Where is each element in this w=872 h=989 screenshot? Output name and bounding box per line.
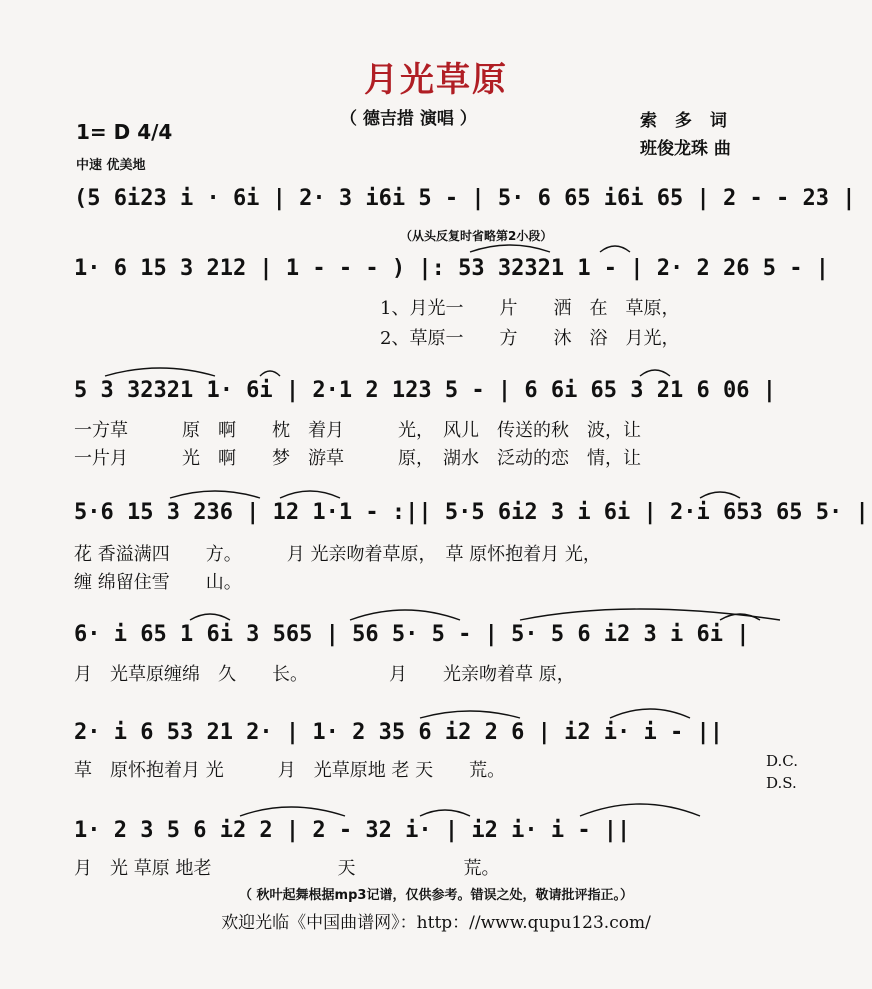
key-signature: 1= D 4/4 xyxy=(76,120,173,144)
slur xyxy=(280,491,340,498)
slur xyxy=(190,614,230,620)
slur xyxy=(105,368,215,376)
slur xyxy=(470,245,550,252)
slur xyxy=(520,609,780,620)
song-title: 月光草原 xyxy=(364,60,508,100)
composer-credit: 班俊龙珠 曲 xyxy=(640,139,731,159)
slur xyxy=(720,614,760,620)
site-credit: 欢迎光临《中国曲谱网》：http：//www.qupu123.com/ xyxy=(221,913,651,933)
score-line-7: 1· 2 3 5 6 i2 2 | 2 - 32 i· | i2 i· i - || xyxy=(74,818,631,843)
score-line-2: 1· 6 15 3 212 | 1 - - - ) |: 53 32321 1 - | 2· 2 26 5 - | xyxy=(74,256,829,281)
slur xyxy=(350,610,460,620)
dc-mark: D.C. xyxy=(766,752,798,770)
slur xyxy=(640,370,670,376)
transcription-note: （ 秋叶起舞根据mp3记谱，仅供参考。错误之处，敬请批评指正。） xyxy=(239,888,633,903)
lyric-line-3b: 一片月 光 啊 梦 游草 原， 湖水 泛动的恋 情，让 xyxy=(74,448,641,469)
slur xyxy=(420,711,520,718)
lyric-line-2a: 1、月光一 片 洒 在 草原， xyxy=(380,298,680,319)
slur xyxy=(240,807,345,816)
slur xyxy=(600,246,630,252)
singer-credit: （ 德吉措 演唱 ） xyxy=(340,109,477,129)
lyric-line-2b: 2、草原一 方 沐 浴 月光， xyxy=(380,328,680,349)
lyricist-credit: 索 多 词 xyxy=(640,111,733,131)
lyric-line-5a: 月 光草原缠绵 久 长。 月 光亲吻着草 原， xyxy=(74,664,575,685)
lyric-line-4b: 缠 绵留住雪 山。 xyxy=(74,572,242,593)
score-line-6: 2· i 6 53 21 2· | 1· 2 35 6 i2 2 6 | i2 i· i - || xyxy=(74,720,724,745)
tempo-marking: 中速 优美地 xyxy=(76,158,146,173)
lyric-line-6a: 草 原怀抱着月 光 月 光草原地 老 天 荒。 xyxy=(74,760,506,781)
slur xyxy=(700,492,740,498)
slur xyxy=(610,709,690,718)
slur xyxy=(420,810,470,816)
score-line-4: 5·6 15 3 236 | 12 1·1 - :|| 5·5 6i2 3 i 6i | 2·i 653 65 5· | xyxy=(74,500,869,525)
repeat-note: （从头反复时省略第2小段） xyxy=(400,229,553,243)
slur xyxy=(260,371,280,376)
lyric-line-3a: 一方草 原 啊 枕 着月 光， 风儿 传送的秋 波，让 xyxy=(74,420,641,441)
lyric-line-4a: 花 香溢满四 方。 月 光亲吻着草原， 草 原怀抱着月 光， xyxy=(74,544,601,565)
lyric-line-7a: 月 光 草原 地老 天 荒。 xyxy=(74,858,500,879)
score-line-1: (5 6i23 i · 6i | 2· 3 i6i 5 - | 5· 6 65 i6i 65 | 2 - - 23 | xyxy=(74,186,856,211)
slur xyxy=(580,804,700,816)
slur xyxy=(170,491,260,498)
score-line-3: 5 3 32321 1· 6i | 2·1 2 123 5 - | 6 6i 65 3 21 6 06 | xyxy=(74,378,776,403)
ds-mark: D.S. xyxy=(766,774,797,792)
score-line-5: 6· i 65 1 6i 3 565 | 56 5· 5 - | 5· 5 6 i2 3 i 6i | xyxy=(74,622,750,647)
